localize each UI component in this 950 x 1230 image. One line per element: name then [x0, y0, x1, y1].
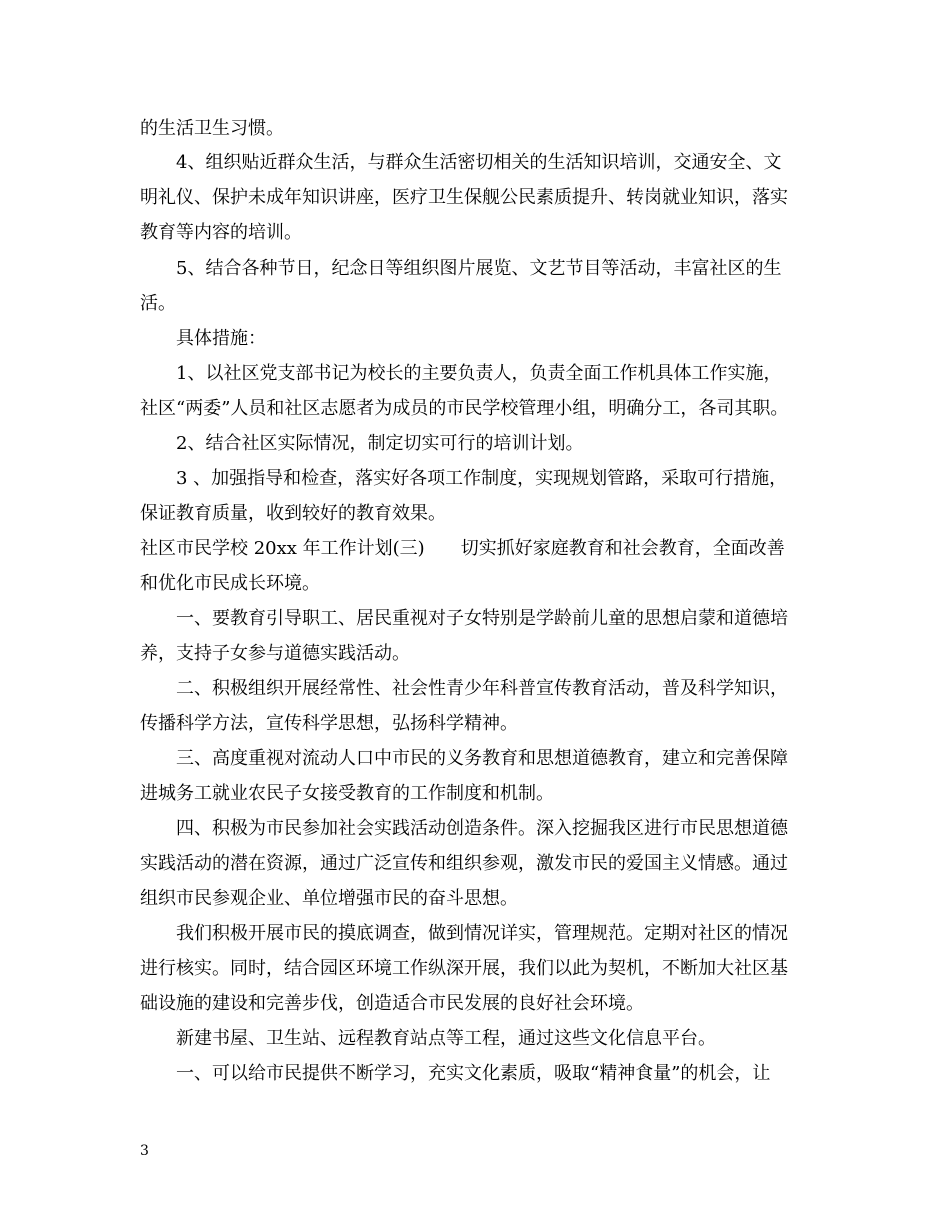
- text-line: 新建书屋、卫生站、远程教育站点等工程，通过这些文化信息平台。: [176, 1028, 716, 1049]
- text-line: 础设施的建设和完善步伐，创造适合市民发展的良好社会环境。: [140, 993, 644, 1014]
- text-line: 1、以社区党支部书记为校长的主要负责人，负责全面工作机具体工作实施，: [176, 363, 782, 384]
- text-line: 养，支持子女参与道德实践活动。: [140, 643, 410, 664]
- text-line: 社区“两委”人员和社区志愿者为成员的市民学校管理小组，明确分工，各司其职。: [140, 398, 789, 419]
- section-heading-line: 社区市民学校 20xx 年工作计划(三) 切实抓好家庭教育和社会教育，全面改善: [140, 538, 785, 559]
- text-line: 的生活卫生习惯。: [140, 118, 284, 139]
- text-line: 明礼仪、保护未成年知识讲座，医疗卫生保舰公民素质提升、转岗就业知识，落实: [140, 187, 788, 208]
- text-line: 5、结合各种节日，纪念日等组织图片展览、文艺节目等活动，丰富社区的生: [176, 258, 782, 279]
- text-line: 传播科学方法，宣传科学思想，弘扬科学精神。: [140, 713, 518, 734]
- text-line: 4、组织贴近群众生活，与群众生活密切相关的生活知识培训，交通安全、文: [176, 152, 782, 173]
- text-line: 教育等内容的培训。: [140, 222, 302, 243]
- text-line: 和优化市民成长环境。: [140, 573, 320, 594]
- text-line: 四、积极为市民参加社会实践活动创造条件。深入挖掘我区进行市民思想道德: [176, 818, 788, 839]
- text-line: 一、可以给市民提供不断学习，充实文化素质，吸取“精神食量”的机会，让: [176, 1063, 771, 1084]
- text-line: 3 、加强指导和检查，落实好各项工作制度，实现规划管路，采取可行措施，: [176, 468, 788, 489]
- text-line: 进城务工就业农民子女接受教育的工作制度和机制。: [140, 783, 554, 804]
- text-line: 进行核实。同时，结合园区环境工作纵深开展，我们以此为契机，不断加大社区基: [140, 958, 788, 979]
- text-line: 我们积极开展市民的摸底调查，做到情况详实，管理规范。定期对社区的情况: [176, 923, 788, 944]
- text-line: 具体措施：: [176, 328, 266, 349]
- text-line: 活。: [140, 293, 176, 314]
- text-line: 一、要教育引导职工、居民重视对子女特别是学龄前儿童的思想启蒙和道德培: [176, 608, 788, 629]
- page-number: 3: [140, 1143, 149, 1159]
- text-line: 二、积极组织开展经常性、社会性青少年科普宣传教育活动，普及科学知识，: [176, 678, 788, 699]
- text-line: 保证教育质量，收到较好的教育效果。: [140, 503, 446, 524]
- text-line: 2、结合社区实际情况，制定切实可行的培训计划。: [176, 433, 584, 454]
- text-line: 实践活动的潜在资源，通过广泛宣传和组织参观，激发市民的爱国主义情感。通过: [140, 853, 788, 874]
- text-line: 三、高度重视对流动人口中市民的义务教育和思想道德教育，建立和完善保障: [176, 748, 788, 769]
- text-line: 组织市民参观企业、单位增强市民的奋斗思想。: [140, 888, 518, 909]
